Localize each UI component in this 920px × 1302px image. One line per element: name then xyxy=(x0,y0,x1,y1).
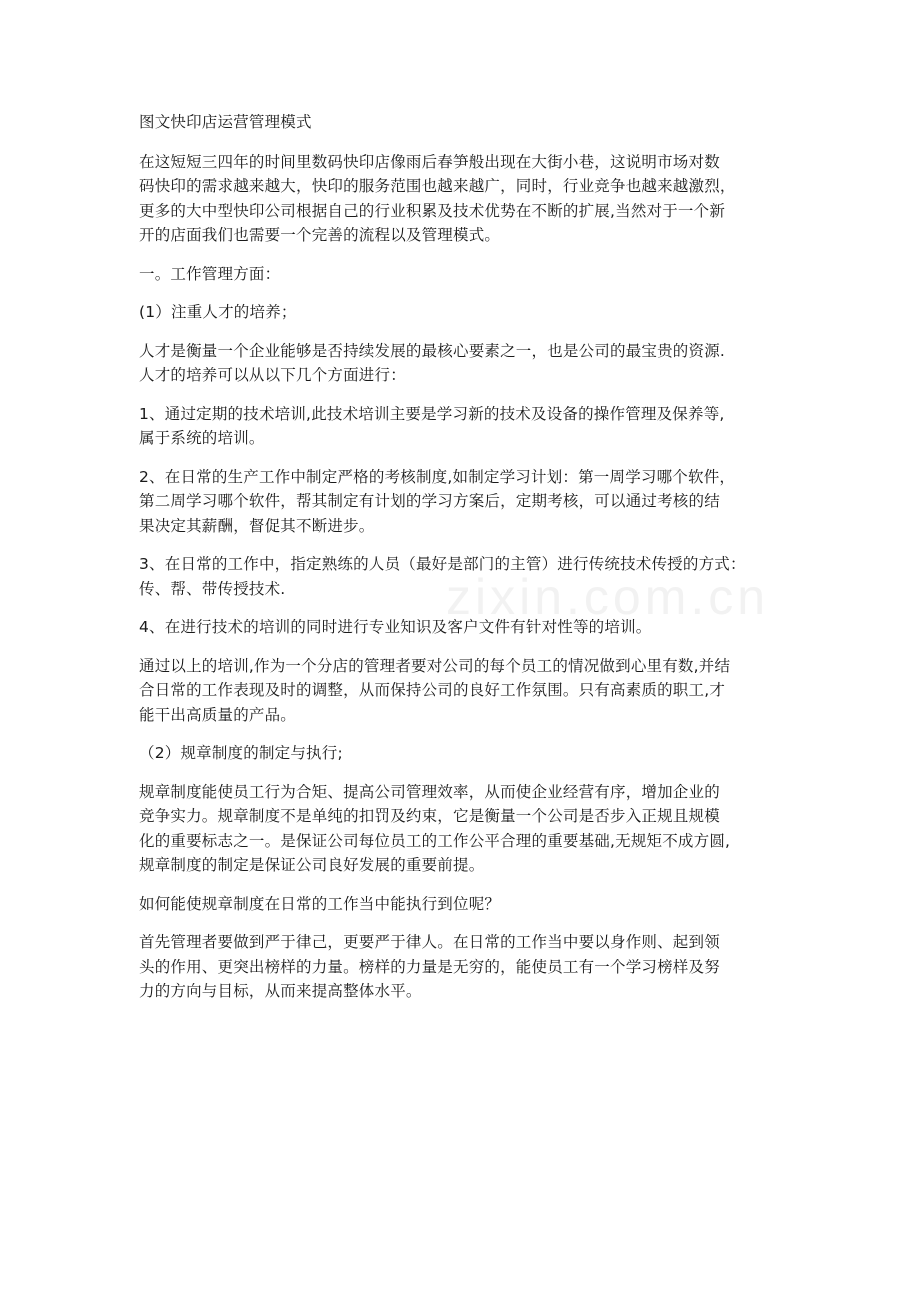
paragraph-line: 第二周学习哪个软件，帮其制定有计划的学习方案后，定期考核，可以通过考核的结 xyxy=(139,492,720,510)
paragraph-line: 在这短短三四年的时间里数码快印店像雨后春笋般出现在大街小巷，这说明市场对数 xyxy=(139,152,720,171)
paragraph-line: (1）注重人才的培养； xyxy=(139,303,297,321)
paragraph-line: 码快印的需求越来越大，快印的服务范围也越来越广，同时，行业竞争也越来越激烈， xyxy=(139,177,736,195)
paragraph-line: 传、帮、带传授技术. xyxy=(139,579,286,598)
paragraph-line: 力的方向与目标，从而来提高整体水平。 xyxy=(139,982,422,1000)
paragraph-line: 人才是衡量一个企业能够是否持续发展的最核心要素之一，也是公司的最宝贵的资源. xyxy=(139,341,726,360)
paragraph xyxy=(139,262,799,287)
paragraph-line: 更多的大中型快印公司根据自己的行业积累及技术优势在不断的扩展,当然对于一个新 xyxy=(139,201,726,220)
watermark: zixin.com.cn xyxy=(446,569,770,625)
paragraph xyxy=(139,300,799,325)
paragraph xyxy=(139,654,799,728)
paragraph-line: 3、在日常的工作中，指定熟练的人员（最好是部门的主管）进行传统技术传授的方式： xyxy=(139,555,746,573)
paragraph-line: 规章制度的制定是保证公司良好发展的重要前提。 xyxy=(139,856,485,874)
paragraph xyxy=(139,892,799,917)
paragraph xyxy=(139,465,799,539)
paragraph-line: 合日常的工作表现及时的调整，从而保持公司的良好工作氛围。只有高素质的职工,才 xyxy=(139,681,726,699)
paragraph xyxy=(139,741,799,766)
paragraph xyxy=(139,150,799,248)
paragraph-line: 4、在进行技术的培训的同时进行专业知识及客户文件有针对性等的培训。 xyxy=(139,618,652,636)
paragraph xyxy=(139,780,799,878)
paragraph-line: 通过以上的培训,作为一个分店的管理者要对公司的每个员工的情况做到心里有数,并结 xyxy=(139,656,731,675)
paragraph-line: 人才的培养可以从以下几个方面进行： xyxy=(139,366,406,384)
paragraph xyxy=(139,615,799,640)
paragraph xyxy=(139,402,799,451)
paragraph xyxy=(139,339,799,388)
paragraph-line: 1、通过定期的技术培训,此技术培训主要是学习新的技术及设备的操作管理及保养等, xyxy=(139,404,725,423)
paragraph-line: 化的重要标志之一。是保证公司每位员工的工作公平合理的重要基础,无规矩不成方圆, xyxy=(139,831,731,850)
paragraph-list xyxy=(139,150,799,1004)
paragraph-line: （2）规章制度的制定与执行; xyxy=(139,744,343,762)
paragraph xyxy=(139,552,799,601)
paragraph xyxy=(139,930,799,1004)
paragraph-line: 果决定其薪酬，督促其不断进步。 xyxy=(139,516,375,535)
paragraph-line: 属于系统的培训。 xyxy=(139,429,265,447)
paragraph-line: 竞争实力。规章制度不是单纯的扣罚及约束，它是衡量一个公司是否步入正规且规模 xyxy=(139,807,720,825)
document-body xyxy=(139,110,799,1018)
paragraph-line: 首先管理者要做到严于律己，更要严于律人。在日常的工作当中要以身作则、起到领 xyxy=(139,933,720,951)
paragraph-line: 规章制度能使员工行为合矩、提高公司管理效率，从而使企业经营有序，增加企业的 xyxy=(139,782,720,801)
paragraph-line: 开的店面我们也需要一个完善的流程以及管理模式。 xyxy=(139,226,501,244)
paragraph-line: 如何能使规章制度在日常的工作当中能执行到位呢？ xyxy=(139,894,501,913)
document-title: 图文快印店运营管理模式 xyxy=(139,113,312,131)
paragraph-line: 能干出高质量的产品。 xyxy=(139,705,297,724)
paragraph-line: 2、在日常的生产工作中制定严格的考核制度,如制定学习计划：第一周学习哪个软件， xyxy=(139,467,736,486)
paragraph-line: 一。工作管理方面： xyxy=(139,264,281,283)
paragraph-line: 头的作用、更突出榜样的力量。榜样的力量是无穷的，能使员工有一个学习榜样及努 xyxy=(139,957,720,976)
